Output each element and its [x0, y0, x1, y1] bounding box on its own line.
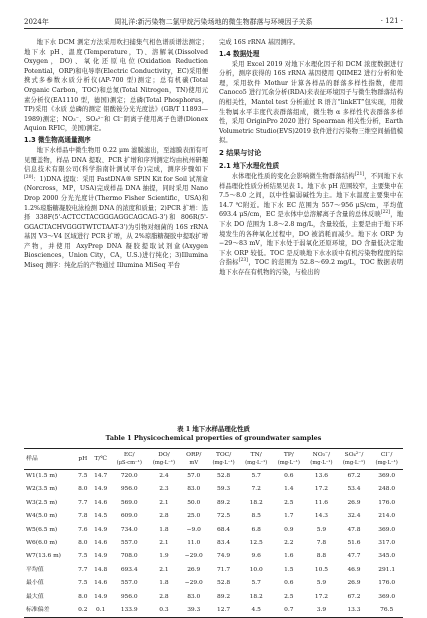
table-cell: 214.0 [378, 513, 396, 520]
section-heading-1-3: 1.3 微生物高通量测序 [24, 135, 91, 144]
table-cell: 71.7 [217, 566, 231, 573]
sample-name-cell: W2(3.5 m) [26, 486, 58, 493]
sample-name-cell: W1(1.5 m) [26, 473, 58, 479]
header-unit: (mg·L⁻¹) [152, 460, 176, 466]
table-cell: 11.6 [314, 499, 328, 506]
table-cell: 59.3 [217, 486, 231, 493]
header-unit: mV [189, 460, 199, 466]
header-name: NO₃⁻/ [312, 452, 331, 458]
table-cell: 18.2 [249, 499, 263, 506]
table-cell: 14.9 [94, 553, 108, 560]
table-row [24, 497, 403, 510]
sample-name-cell: W4(5.0 m) [26, 513, 58, 520]
table-cell: 693.4 [120, 566, 138, 573]
sample-name-cell: W7(13.6 m) [26, 553, 61, 560]
results-text-a: 水体理化性质的变化会影响微生物群落结构 [231, 172, 355, 180]
table-cell: 47.8 [347, 526, 361, 533]
header-rule [24, 28, 403, 29]
table-cell: 7.5 [78, 553, 88, 560]
table-row [24, 564, 403, 577]
table-cell: 53.4 [347, 486, 361, 493]
table-cell: 2.5 [284, 593, 294, 600]
sequencing-text-b: ：1)DNA 提取：采用 FastDNA® SPIN Kit for Soil 试剂盒(Norcross，MP，USA)完成样品 DNA 抽提，同时采用 Nano Drop 2000 分光光度计(Thermo Fisher Scientific，USA)和 1.2%琼脂糖凝胶电泳检测 DNA 的浓度和质量；2)PCR 扩增：选择 338F(5'-ACTCCTACGGGAGGCAGCAG-3')和 806R(5'-GGACTACHVGGGTWTCTAAT-3')为引物对细菌的 16S rRNA 基因 V3～V4 区域进行 PCR 扩增，从 2%琼脂糖凝胶中提取扩增产物，并使用 AxyPrep DNA 凝胶提取试剂盒(Axygen Biosciences，Union City，CA，U.S.)进行纯化；3)Illumina Miseq 测序：纯化后的产物通过 Illumina MiSeq 平台 [24, 175, 208, 270]
table-cell: 57.0 [187, 473, 201, 479]
table-header-cell [338, 449, 371, 470]
table-cell: 734.0 [120, 526, 138, 533]
table-cell: 5.7 [251, 473, 261, 479]
table-cell: 83.4 [217, 540, 231, 547]
table-cell: 8.0 [78, 540, 88, 547]
table-cell: 46.9 [347, 566, 361, 573]
table-cell: 317.0 [378, 540, 396, 547]
header-name: T/℃ [94, 456, 107, 462]
header-title: 周礼洋:新污染物二氯甲烷污染场地的微生物群落与环境因子关系 [114, 18, 313, 26]
table-cell: 5.9 [316, 580, 327, 587]
table-cell: −29.0 [184, 553, 203, 560]
table-cell: 67.2 [347, 473, 361, 479]
table-cell: 133.9 [111, 604, 148, 618]
table-cell: 569.0 [120, 499, 138, 506]
table-cell: 12.7 [207, 604, 240, 618]
data-processing-paragraph: 采用 Excel 2019 对地下水理化因子和 DCM 浓度数据进行分析，测序获得的 16S rRNA 基因使用 QIIME2 进行分析和处理，采用软件 Mothur 计算各样品的群落多样性指数，使用 Canoco5 进行冗余分析(RDA)来表征环境因子与微生物群落结构的相关性，Mantel test 分析通过 R 语言“linkET”包实现，用微生物属水平丰度代表群落组成，微生物 α 多样性代表群落多样性，采用 OriginPro 2020 进行 Spearman 相关性分析，Earth Volumetric Studio(EVS)2019 软件进行污染物三维空间插值模拟。 [219, 60, 403, 145]
table-row [24, 604, 403, 618]
table-cell: 14.7 [94, 473, 108, 479]
table-cell: 176.0 [378, 499, 396, 506]
table-cell: 18.2 [249, 593, 263, 600]
table-cell: 1.8 [159, 526, 169, 533]
header-name: EC/ [123, 452, 135, 458]
table-cell: 7.5 [78, 580, 88, 587]
sample-name-cell: W3(2.5 m) [26, 499, 58, 506]
table-cell: 720.0 [120, 473, 138, 479]
table-cell: 1.6 [284, 553, 294, 560]
table-cell: 10.5 [314, 566, 328, 573]
table-cell: 51.6 [347, 540, 361, 547]
right-column [219, 38, 403, 277]
running-header [0, 0, 427, 30]
header-unit: (mg·L⁻¹) [310, 460, 333, 466]
results-text-c: ，地下水 DO 范围为 1.8～2.8 mg/L，含量较低，主要是由于地下环境发生的各种氧化过程中，DO 被消耗而减少。地下水 ORP 为 −29～83 mV，地下水处于弱氧化还原环境，DO 含量低决定地下水 ORP 较低。TOC 是反映地下水水质中有机污染物程度的综合指标 [219, 211, 403, 267]
header-unit: (μS·cm⁻¹) [116, 460, 142, 466]
table-cell: 0.7 [272, 604, 305, 618]
table-body [24, 470, 403, 618]
table-caption-cn: 表 1 地下水样品理化性质 [177, 425, 250, 433]
table-cell: 291.1 [378, 566, 396, 573]
page-number: · 121 · [380, 17, 403, 25]
table-cell: 89.2 [217, 593, 231, 600]
table-cell: 0.2 [75, 604, 90, 618]
table-row [24, 524, 403, 537]
table-cell: 7.8 [78, 513, 88, 520]
table-row [24, 510, 403, 523]
table-cell: 5.9 [316, 526, 327, 533]
header-name: TOC/ [215, 452, 232, 458]
table-header-cell [180, 449, 207, 470]
table-cell: 956.0 [120, 593, 138, 600]
sample-name-cell: W5(6.5 m) [26, 526, 58, 533]
header-year: 2024年 [24, 18, 49, 26]
physicochemical-table [24, 448, 403, 618]
table-cell: 1.8 [159, 580, 169, 587]
table-cell: 7.8 [316, 540, 327, 547]
table-cell: 14.9 [94, 486, 108, 493]
table-header-cell [272, 449, 305, 470]
table-cell: 8.8 [316, 553, 327, 560]
table-cell: 7.7 [78, 499, 88, 506]
table-cell: −29.0 [184, 580, 203, 587]
table-cell: 68.4 [217, 526, 231, 533]
table-row [24, 550, 403, 563]
table-cell: 50.0 [187, 499, 201, 506]
table-cell: 956.0 [120, 486, 138, 493]
table-cell: 26.9 [187, 566, 201, 573]
citation-21: [21] [354, 171, 365, 177]
table-cell: 25.0 [187, 513, 201, 520]
table-cell: 74.9 [217, 553, 231, 560]
table-cell: 2.1 [159, 499, 169, 506]
sequencing-text-a: 地下水样品中微生物用 0.22 μm 滤膜滤出，至滤膜表面有可见覆盖物，样品 DNA 提取、PCR 扩增和序列测定均由杭州研趣信息技术有限公司(科学指南针测试平台)完成，测序步骤如下 [24, 146, 208, 174]
sequencing-paragraph [24, 146, 208, 271]
header-unit: (mg·L⁻¹) [342, 460, 366, 466]
header-name: pH [78, 456, 88, 462]
table-cell: 248.0 [378, 486, 396, 493]
citation-20: [20] [24, 174, 34, 180]
results-paragraph [219, 172, 403, 278]
section-heading-1-4: 1.4 数据处理 [219, 49, 260, 58]
table-cell: 14.6 [94, 580, 108, 587]
table-cell: 557.0 [120, 580, 138, 587]
continuation-line: 完成 16S rRNA 基因测序。 [219, 39, 300, 46]
table-header-cell [207, 449, 240, 470]
table-cell: 39.3 [180, 604, 207, 618]
table-cell: 11.0 [187, 540, 201, 547]
table-cell: 1.5 [284, 566, 294, 573]
table-cell: 13.3 [338, 604, 371, 618]
sample-name-cell: 最大值 [26, 593, 44, 600]
table-cell: 0.3 [148, 604, 181, 618]
table-cell: 14.9 [94, 526, 108, 533]
table-cell: 4.5 [240, 604, 273, 618]
table-cell: 7.7 [78, 566, 88, 573]
table-cell: 2.1 [159, 566, 169, 573]
header-unit: (mg·L⁻¹) [375, 460, 398, 466]
table-cell: 7.5 [78, 473, 88, 479]
table-cell: 2.8 [159, 593, 169, 600]
table-cell: 52.8 [217, 473, 231, 479]
table-cell: 7.6 [78, 526, 88, 533]
table-row [24, 577, 403, 590]
table-cell: 67.2 [347, 593, 361, 600]
sample-name-cell: 平均值 [26, 566, 44, 573]
table-cell: 2.5 [284, 499, 294, 506]
section-heading-2-1: 2.1 地下水理化性质 [219, 161, 280, 170]
header-name: DO/ [158, 452, 170, 458]
table-row [24, 537, 403, 550]
table-row [24, 591, 403, 604]
table-cell: 8.0 [78, 486, 88, 493]
table-caption [0, 425, 427, 443]
table-cell: 32.4 [347, 513, 361, 520]
results-text-b: ，不同地下水样品理化性质分析结果见表 1。地下水 pH 范围较窄，主要集中在 7.5～8.0 之间，以中性偏弱碱性为主。地下水温度主要集中在 14.7 ℃附近。地下水 EC 范围为 557～956 μS/cm，平均值 693.4 μS/cm，EC 是水体中总溶解离子含量的总体反映 [219, 172, 404, 219]
table-header-cell [148, 449, 181, 470]
table-cell: 0.6 [284, 473, 294, 479]
table-cell: 2.8 [159, 513, 169, 520]
table-cell: 8.0 [78, 593, 88, 600]
header-name: ORP/ [186, 452, 202, 458]
table-cell: 14.6 [94, 499, 108, 506]
sample-name-cell: 最小值 [26, 580, 44, 587]
table-header-cell [240, 449, 273, 470]
table-cell: 76.5 [370, 604, 403, 618]
table-cell: 557.0 [120, 540, 138, 547]
section-heading-2: 2 结果与讨论 [219, 148, 262, 157]
table-cell: 13.6 [314, 473, 328, 479]
header-unit: (mg·L⁻¹) [277, 460, 300, 466]
left-column [24, 38, 208, 271]
header-unit: (mg·L⁻¹) [212, 460, 235, 466]
header-name: SO₄²⁻/ [344, 452, 364, 458]
table-cell: 6.8 [251, 526, 261, 533]
results-text-d: ，TOC 的范围为 52.8～69.2 mg/L，TOC 数据表明地下水存在有机物的污染，与检出的 [219, 259, 404, 276]
table-cell: 7.2 [251, 486, 261, 493]
table-cell: 17.2 [314, 593, 328, 600]
table-cell: 2.4 [159, 473, 169, 479]
sample-name-cell: W6(6.0 m) [26, 540, 58, 547]
table-cell: 369.0 [378, 593, 396, 600]
methods-paragraph: 地下水 DCM 测定方法采用吹扫捕集气相色谱质谱法测定；地下水 pH、温度(Temperature，T)、溶解氧(Dissolved Oxygen，DO)、氧化还原电位(Oxidation Reduction Potential，ORP)和电导率(Electric Conductivity，EC)采用便携式多参数水质分析仪(AP-700 型)测定；总有机碳(Total Organic Carbon，TOC)和总氮(Total Nitrogen，TN)使用元素分析仪(EA1110 型，德国)测定；总磷(Total Phosphorus，TP)采用《水质 总磷的测定 钼酸铵分光光度法》(GB/T 11893—1989)测定；NO₃⁻、SO₄²⁻和 Cl⁻阴离子使用离子色谱(Dionex Aquion RFIC，美国)测定。 [24, 39, 208, 133]
table-cell: 83.0 [187, 486, 201, 493]
table-cell: 1.4 [284, 486, 294, 493]
header-name: Cl⁻/ [380, 452, 393, 458]
table-cell: 14.6 [94, 540, 108, 547]
table-cell: 1.9 [159, 553, 169, 560]
table-cell: 8.5 [251, 513, 261, 520]
citation-23: [23] [238, 258, 249, 264]
table-header-cell [24, 449, 75, 470]
table-cell: 2.1 [159, 540, 169, 547]
header-unit: (mg·L⁻¹) [245, 460, 268, 466]
table-row [24, 483, 403, 496]
header-name: TN/ [250, 452, 262, 458]
table-cell: 17.2 [314, 486, 328, 493]
table-cell: 14.9 [94, 593, 108, 600]
table-cell: 5.7 [251, 580, 261, 587]
table-cell: 2.3 [159, 486, 169, 493]
table-cell: 14.3 [314, 513, 328, 520]
header-name: TP/ [283, 452, 294, 458]
table-cell: 0.9 [284, 526, 294, 533]
table-cell: 9.6 [251, 553, 261, 560]
table-cell: 52.8 [217, 580, 231, 587]
table-cell: 83.0 [187, 593, 201, 600]
table-cell: 0.6 [284, 580, 294, 587]
table-cell: 3.9 [305, 604, 338, 618]
table-cell: 369.0 [378, 526, 396, 533]
table-cell: −9.0 [186, 526, 201, 533]
table-cell: 72.5 [217, 513, 231, 520]
table-cell: 47.7 [347, 553, 361, 560]
table-header-cell [75, 449, 90, 470]
table-header-row [24, 449, 403, 470]
table-cell: 2.2 [284, 540, 294, 547]
table-cell: 369.0 [378, 473, 396, 479]
table-cell: 12.5 [249, 540, 263, 547]
table-cell: 26.9 [347, 499, 361, 506]
table-cell: 345.0 [378, 553, 396, 560]
table-header-cell [111, 449, 148, 470]
table-cell: 1.7 [284, 513, 294, 520]
table-cell: 26.9 [347, 580, 361, 587]
table-header-cell [91, 449, 111, 470]
table-header-cell [370, 449, 403, 470]
table-row [24, 470, 403, 484]
header-name: 样品 [26, 456, 38, 462]
table-header-cell [305, 449, 338, 470]
citation-22: [22] [380, 210, 391, 216]
table-cell: 609.0 [120, 513, 138, 520]
table-cell: 10.0 [249, 566, 263, 573]
table-cell: 708.0 [120, 553, 138, 560]
table-cell: 176.0 [378, 580, 396, 587]
table-cell: 14.5 [94, 513, 108, 520]
table-cell: 14.8 [94, 566, 108, 573]
table-cell: 89.2 [217, 499, 231, 506]
table-cell: 0.1 [91, 604, 111, 618]
table-caption-en: Table 1 Physicochemical properties of groundwater samples [105, 434, 322, 442]
sample-name-cell: 标准偏差 [24, 604, 75, 618]
